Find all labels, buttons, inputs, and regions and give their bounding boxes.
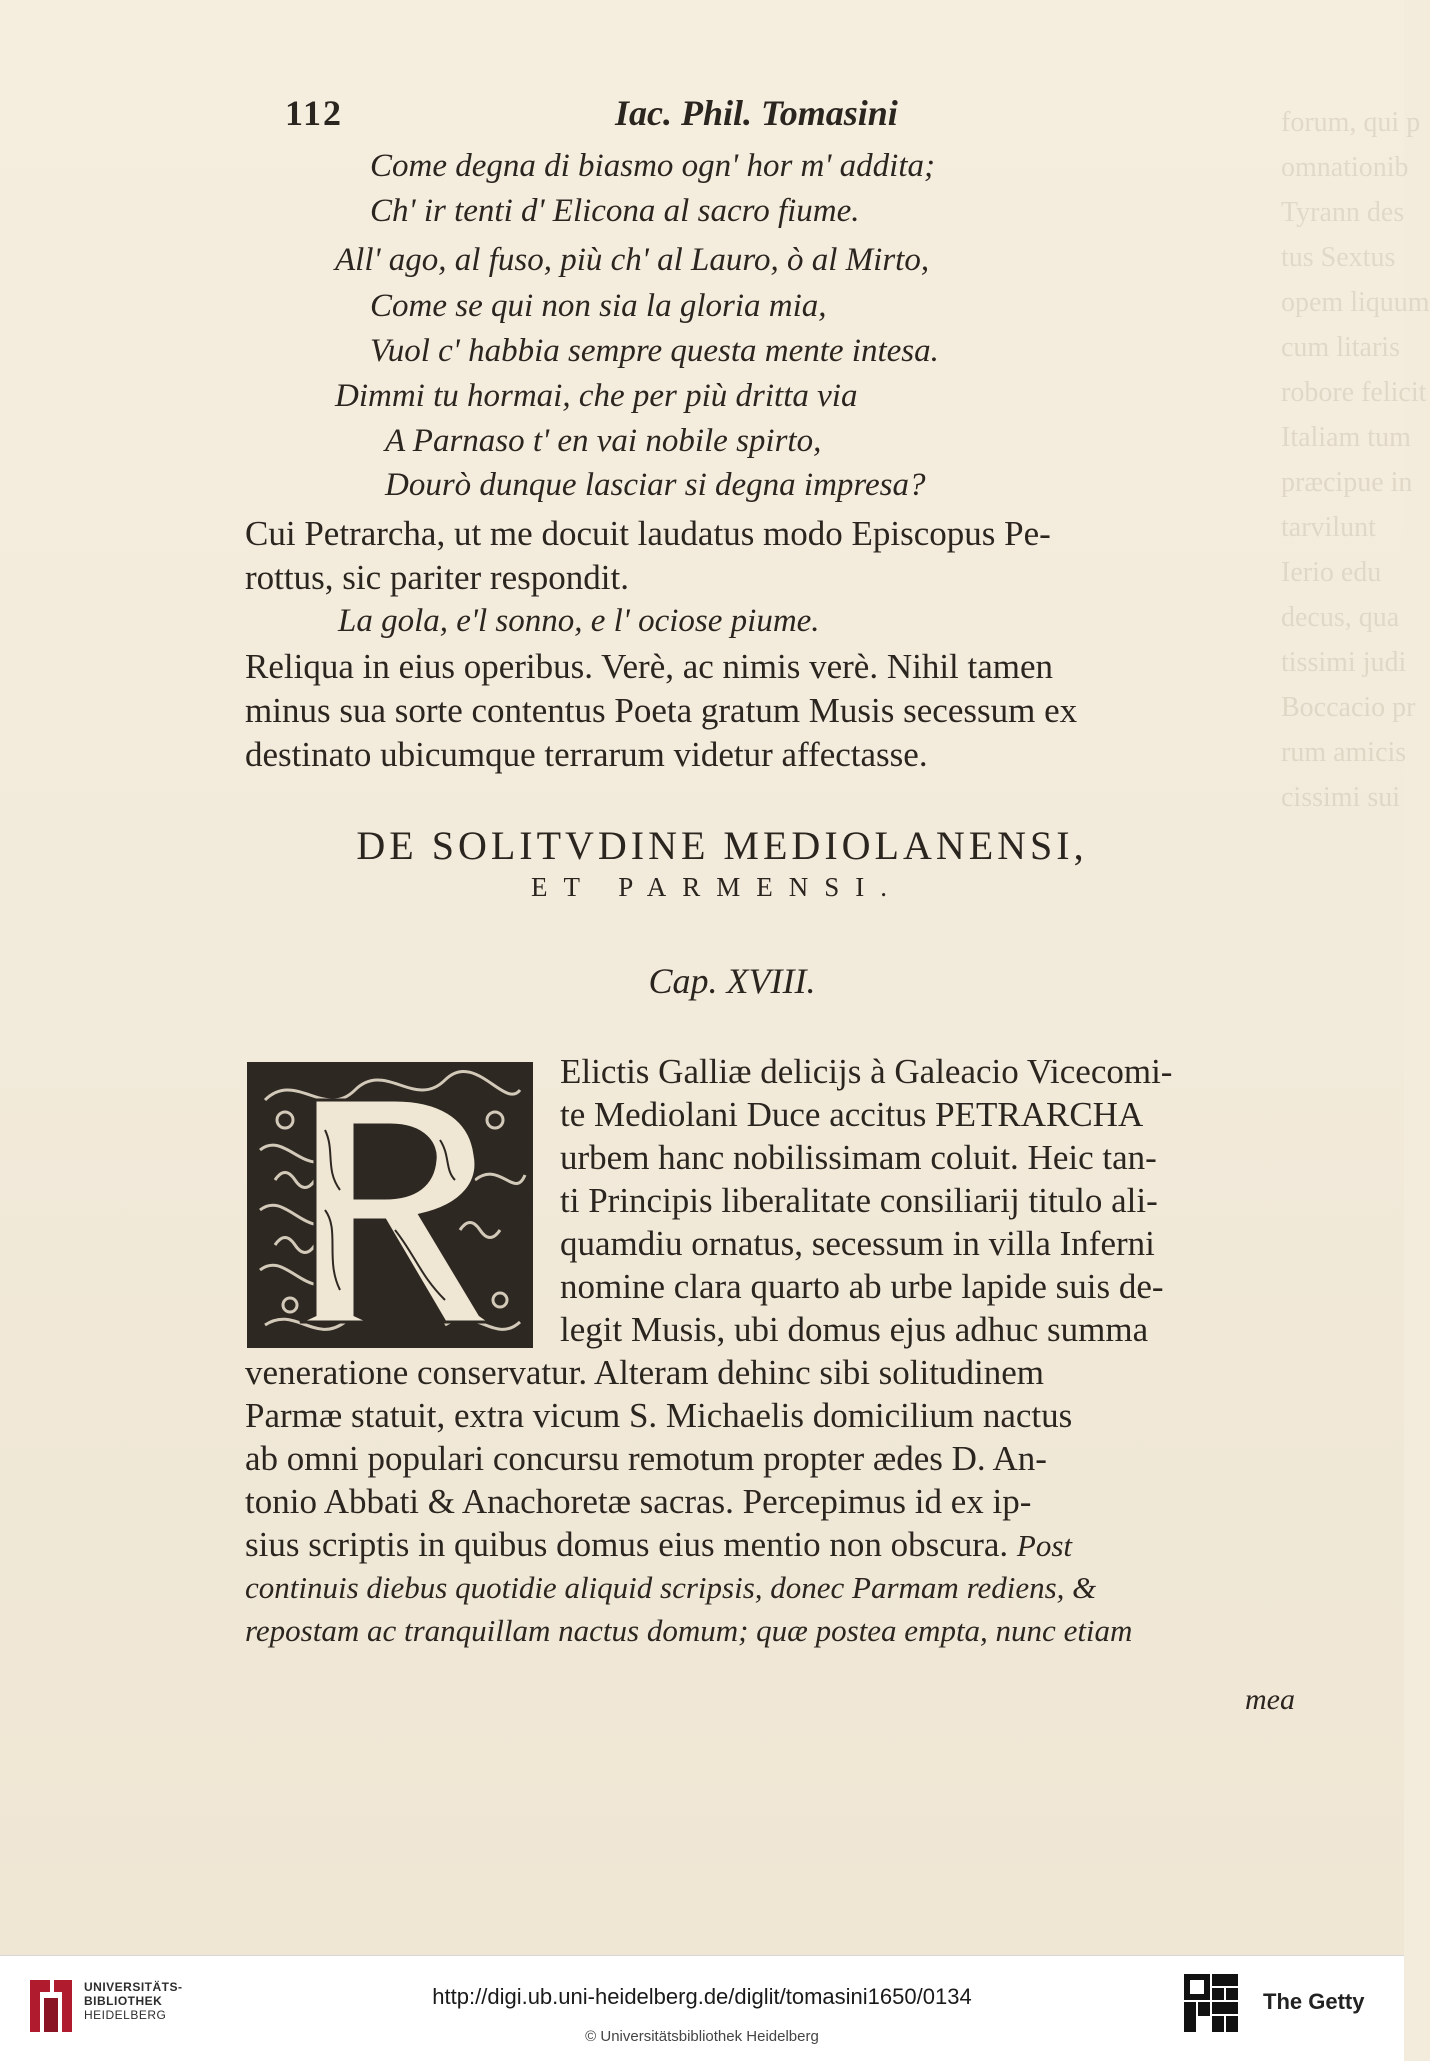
library-name-line: BIBLIOTHEK (84, 1994, 163, 2008)
permalink-url[interactable]: http://digi.ub.uni-heidelberg.de/diglit/tomasini1650/0134 (432, 1984, 972, 2009)
chapter-line: te Mediolani Duce accitus PETRARCHA (560, 1095, 1144, 1134)
verse-line: Vuol c' habbia sempre questa mente intesa. (370, 333, 939, 369)
chapter-line-italic: continuis diebus quotidie aliquid scripsis, donec Parmam rediens, & (245, 1570, 1097, 1605)
chapter-body (245, 1050, 1325, 1652)
chapter-line: veneratione conservatur. Alteram dehinc sibi solitudinem (245, 1353, 1044, 1392)
chapter-line: ti Principis liberalitate consiliarij titulo ali- (560, 1181, 1158, 1220)
verse-line: Dourò dunque lasciar si degna impresa? (385, 467, 926, 503)
page-header (285, 92, 1065, 142)
viewer-footer (0, 1955, 1404, 2061)
verse-line: La gola, e'l sonno, e l' ociose piume. (338, 603, 820, 639)
verse-line: A Parnaso t' en vai nobile spirto, (385, 423, 822, 459)
library-name-line: UNIVERSITÄTS- (84, 1980, 183, 1994)
chapter-title: DE SOLITVDINE MEDIOLANENSI, (356, 823, 1088, 868)
chapter-line: quamdiu ornatus, secessum in villa Inferni (560, 1224, 1155, 1263)
partner-name: The Getty (1263, 1989, 1365, 2014)
prose-paragraph (245, 645, 1320, 777)
chapter-line: tonio Abbati & Anachoretæ sacras. Percepimus id ex ip- (245, 1482, 1032, 1521)
page-number: 112 (285, 93, 344, 133)
getty-logo-icon (1180, 1970, 1242, 2036)
chapter-line-italic: Post (1016, 1528, 1073, 1563)
chapter-line: nomine clara quarto ab urbe lapide suis de- (560, 1267, 1164, 1306)
verse-line: Ch' ir tenti d' Elicona al sacro fiume. (370, 193, 860, 229)
chapter-number: Cap. XVIII. (648, 961, 816, 1001)
chapter-line: urbem hanc nobilissimam coluit. Heic tan- (560, 1138, 1157, 1177)
verse-line: Come se qui non sia la gloria mia, (370, 288, 827, 324)
prose-line: rottus, sic pariter respondit. (245, 558, 629, 597)
prose-line: minus sua sorte contentus Poeta gratum Musis secessum ex (245, 691, 1078, 730)
chapter-line: ab omni populari concursu remotum propter ædes D. An- (245, 1439, 1047, 1478)
verse-line: All' ago, al fuso, più ch' al Lauro, ò al Mirto, (335, 242, 930, 278)
verse-line: Dimmi tu hormai, che per più dritta via (335, 378, 858, 414)
chapter-line (245, 1523, 1325, 1566)
chapter-line-roman: sius scriptis in quibus domus eius mentio non obscura. (245, 1525, 1009, 1564)
show-through-text: forum, qui p omnationib Tyrann des tus Sextus opem liquum cum litaris robore felicit Italiam tum præcipue in tarvilunt Ierio edu decus, qua tissimi judi Boccacio pr rum amicis cissimi sui (1274, 107, 1430, 813)
library-name-line: HEIDELBERG (84, 2008, 167, 2022)
running-head: Iac. Phil. Tomasini (615, 93, 898, 133)
chapter-subtitle: ET PARMENSI. (530, 872, 904, 902)
prose-line: destinato ubicumque terrarum videtur affectasse. (245, 735, 928, 774)
prose-line: Reliqua in eius operibus. Verè, ac nimis verè. Nihil tamen (245, 647, 1054, 686)
prose-paragraph (245, 512, 1320, 600)
prose-line: Cui Petrarcha, ut me docuit laudatus modo Episcopus Pe- (245, 514, 1051, 553)
chapter-line-italic: repostam ac tranquillam nactus domum; quæ postea empta, nunc etiam (245, 1613, 1133, 1648)
copyright-notice: © Universitätsbibliothek Heidelberg (585, 2028, 819, 2045)
chapter-line: Elictis Galliæ delicijs à Galeacio Vicecomi- (560, 1052, 1173, 1091)
chapter-line: legit Musis, ubi domus ejus adhuc summa (560, 1310, 1149, 1349)
catchword: mea (1245, 1683, 1295, 1716)
verse-line: Come degna di biasmo ogn' hor m' addita; (370, 148, 936, 184)
chapter-line: Parmæ statuit, extra vicum S. Michaelis domicilium nactus (245, 1396, 1073, 1435)
